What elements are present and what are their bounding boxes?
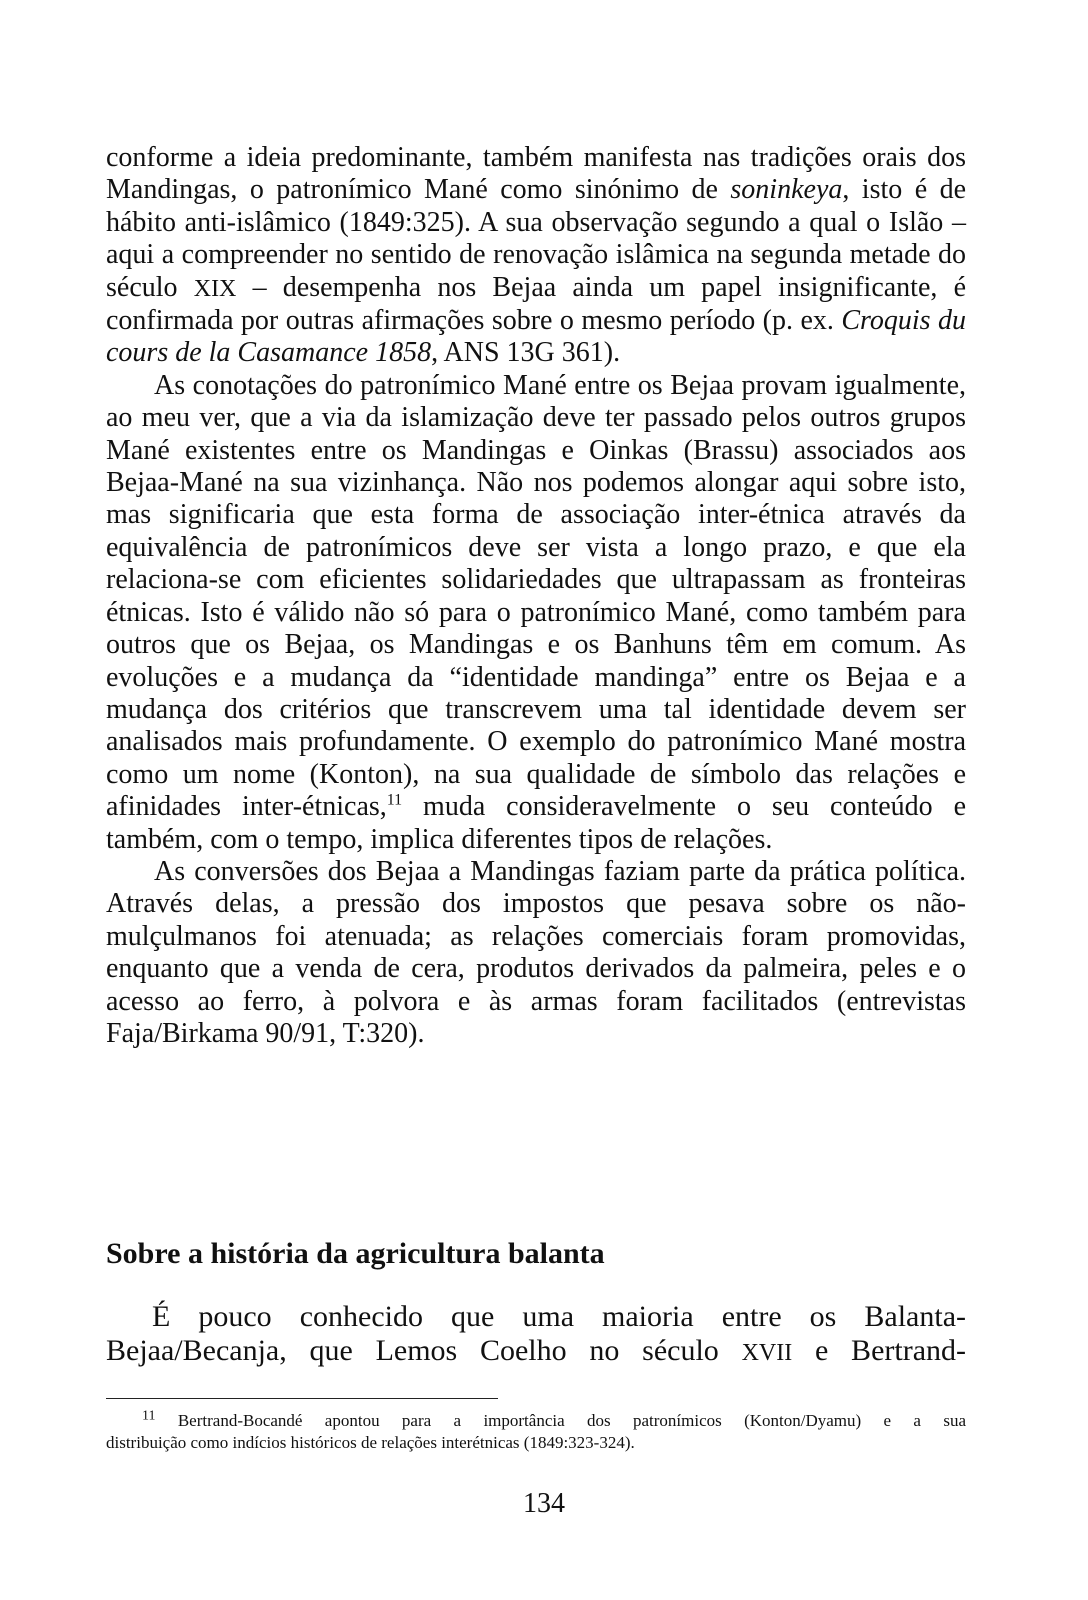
paragraph-3: As conversões dos Bejaa a Mandingas faziam parte da prática política. Através delas, a pressão dos impostos que pesava sobre os não-mulçulmanos foi atenuada; as relações comerciais foram promovidas, enquanto que a venda de cera, produtos derivados da palmeira, peles e o acesso ao ferro, à polvora e às armas foram facilitados (entrevistas Faja/Birkama 90/91, T:320). [106,855,966,1049]
century-numeral-2: XVII [741,1340,793,1366]
century-numeral: XIX [193,275,237,302]
paragraph-4 [106,1300,966,1370]
paragraph-4-line-2 [106,1334,966,1370]
page-number: 134 [523,1488,565,1519]
paragraph-2 [106,370,966,856]
paragraph-1-text-a: conforme a ideia predominante, também manifesta nas tradições orais dos Mandingas, o patronímico Mané como sinónimo de [106,142,966,206]
footnote-reference[interactable]: 11 [386,791,403,809]
paragraph-4-line-2-text-a: Bejaa/Becanja, que Lemos Coelho no século [106,1334,742,1367]
paragraph-4-line-2-text-b: e Bertrand- [792,1334,966,1367]
footnote-number: 11 [142,1408,156,1424]
paragraph-1-italic-term: soninkeya [730,174,843,206]
footnote [106,1410,966,1454]
footnote-divider [106,1398,498,1399]
paragraph-1-text-b: , isto é de hábito anti-islâmico (1849:325). A sua observação segundo a qual o Islão – aqui a compreender no sentido de renovação islâmica na segunda metade do século [106,174,966,303]
paragraph-1 [106,142,966,370]
paragraph-1-text-c: – desempenha nos Bejaa ainda um papel insignificante, é confirmada por outras afirmações sobre o mesmo período (p. ex. [106,271,967,337]
footnote-line-1 [106,1410,966,1432]
paragraph-1-italic-title: Croquis du cours de la Casamance 1858 [106,305,966,369]
paragraph-1-text-d: , ANS 13G 361). [431,337,621,369]
section-heading: Sobre a história da agricultura balanta [106,1237,605,1270]
main-text [106,142,966,1050]
paragraph-2-text-b: muda consideravelmente o seu conteúdo e também, com o tempo, implica diferentes tipos de relações. [106,791,967,855]
paragraph-2-text-a: As conotações do patronímico Mané entre os Bejaa provam igualmente, ao meu ver, que a via da islamização deve ter passado pelos outros grupos Mané existentes entre os Mandingas e Oinkas (Brassu) associados aos Bejaa-Mané na sua vizinhança. Não nos podemos alongar aqui sobre isto, mas significaria que esta forma de associação inter-étnica através da equivalência de patronímicos deve ser vista a longo prazo, e que ela relaciona-se com eficientes solidariedades que ultrapassam as fronteiras étnicas. Isto é válido não só para o patronímico Mané, como também para outros que os Bejaa, os Mandingas e os Banhuns têm em comum. As evoluções e a mudança da “identidade mandinga” entre os Bejaa e a mudança dos critérios que transcrevem uma tal identidade devem ser analisados mais profundamente. O exemplo do patronímico Mané mostra como um nome (Konton), na sua qualidade de símbolo das relações e afinidades inter-étnicas, [106,369,966,823]
footnote-line-2: distribuição como indícios históricos de relações interétnicas (1849:323-324). [106,1433,635,1452]
footnote-line-1-text: Bertrand-Bocandé apontou para a importância dos patronímicos (Konton/Dyamu) e a sua [177,1411,966,1430]
paragraph-4-line-1: É pouco conhecido que uma maioria entre os Balanta- [152,1300,966,1333]
